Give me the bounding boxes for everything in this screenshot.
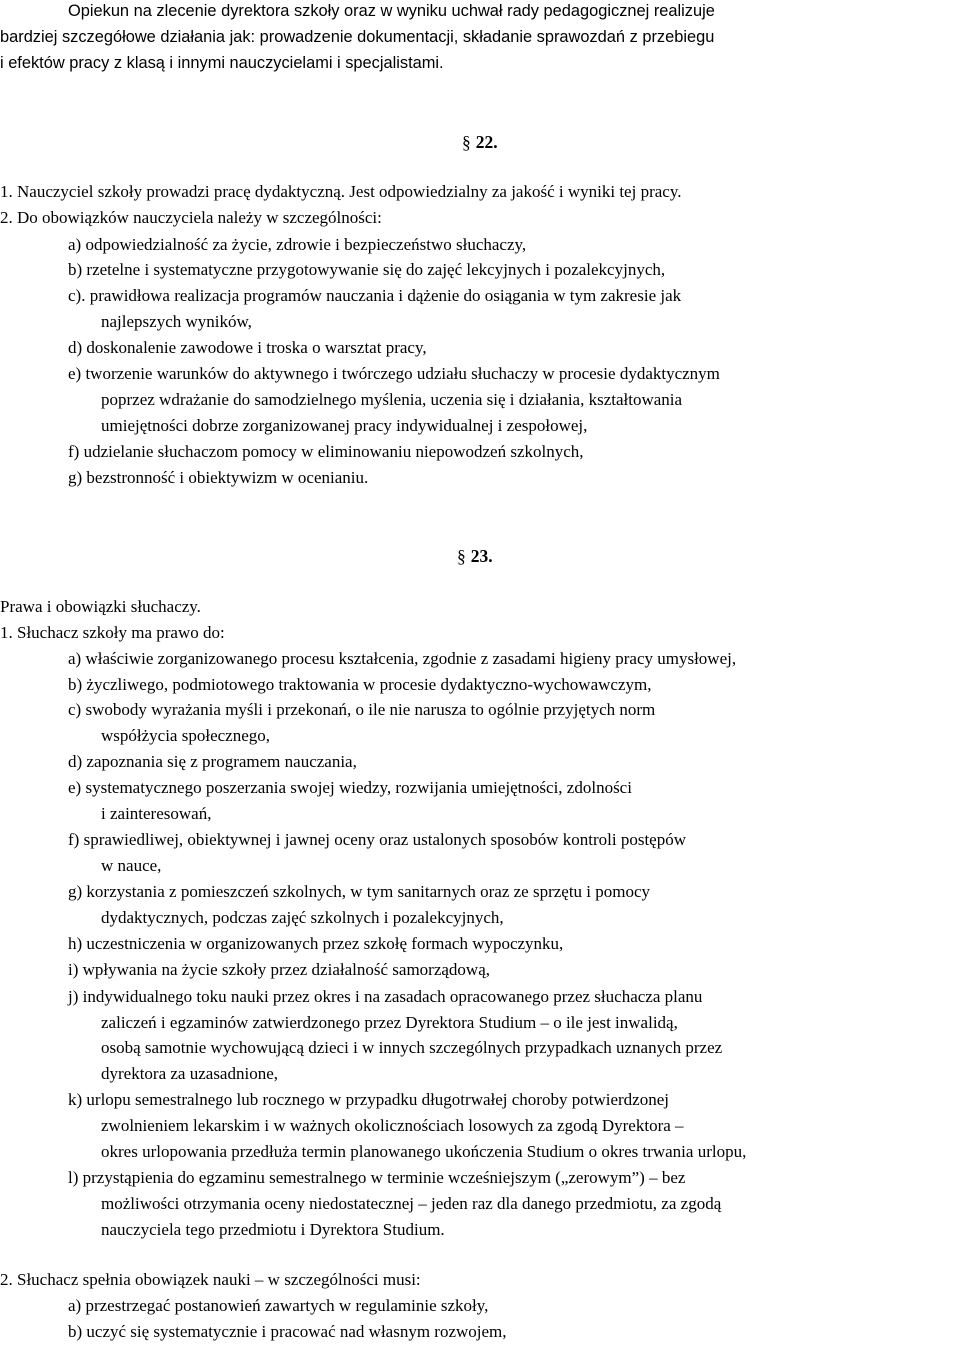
paragraph-line: 1. Nauczyciel szkoły prowadzi pracę dydaktyczną. Jest odpowiedzialny za jakość i wyniki tej pracy. <box>0 182 682 201</box>
section-number: 22. <box>475 132 498 152</box>
list-item: l) przystąpienia do egzaminu semestralnego w terminie wcześniejszym („zerowym”) – bez <box>68 1168 686 1187</box>
list-item: f) udzielanie słuchaczom pomocy w eliminowaniu niepowodzeń szkolnych, <box>68 442 584 461</box>
section-heading-23 <box>457 546 493 566</box>
list-item-continuation: nauczyciela tego przedmiotu i Dyrektora Studium. <box>101 1220 445 1239</box>
list-item-continuation: dyrektora za uzasadnione, <box>101 1064 278 1083</box>
list-item: e) systematycznego poszerzania swojej wiedzy, rozwijania umiejętności, zdolności <box>68 778 632 797</box>
intro-line: i efektów pracy z klasą i innymi nauczycielami i specjalistami. <box>0 54 444 72</box>
list-item-continuation: w nauce, <box>101 856 162 875</box>
list-item: b) uczyć się systematycznie i pracować nad własnym rozwojem, <box>68 1322 507 1341</box>
list-item-continuation: poprzez wdrażanie do samodzielnego myślenia, uczenia się i działania, kształtowania <box>101 390 683 409</box>
list-item: k) urlopu semestralnego lub rocznego w przypadku długotrwałej choroby potwierdzonej <box>68 1090 669 1109</box>
section-symbol: § <box>457 546 466 566</box>
list-item: h) uczestniczenia w organizowanych przez szkołę formach wypoczynku, <box>68 934 564 953</box>
list-item-continuation: umiejętności dobrze zorganizowanej pracy indywidualnej i zespołowej, <box>101 416 588 435</box>
list-item: j) indywidualnego toku nauki przez okres i na zasadach opracowanego przez słuchacza planu <box>68 987 703 1006</box>
list-item: a) odpowiedzialność za życie, zdrowie i bezpieczeństwo słuchaczy, <box>68 235 527 254</box>
list-item: a) przestrzegać postanowień zawartych w regulaminie szkoły, <box>68 1296 489 1315</box>
list-item-continuation: okres urlopowania przedłuża termin planowanego ukończenia Studium o okres trwania urlopu, <box>101 1142 747 1161</box>
list-item: d) doskonalenie zawodowe i troska o warsztat pracy, <box>68 338 427 357</box>
paragraph-line: 2. Słuchacz spełnia obowiązek nauki – w szczególności musi: <box>0 1270 421 1289</box>
list-item-continuation: najlepszych wyników, <box>101 312 252 331</box>
intro-line: bardziej szczegółowe działania jak: prowadzenie dokumentacji, składanie sprawozdań z przebiegu <box>0 28 715 46</box>
list-item: g) korzystania z pomieszczeń szkolnych, w tym sanitarnych oraz ze sprzętu i pomocy <box>68 882 651 901</box>
list-item: b) rzetelne i systematyczne przygotowywanie się do zajęć lekcyjnych i pozalekcyjnych, <box>68 260 666 279</box>
list-item-continuation: i zainteresowań, <box>101 804 212 823</box>
list-item: b) życzliwego, podmiotowego traktowania w procesie dydaktyczno-wychowawczym, <box>68 675 652 694</box>
list-item: e) tworzenie warunków do aktywnego i twórczego udziału słuchaczy w procesie dydaktycznym <box>68 364 720 383</box>
list-item-continuation: współżycia społecznego, <box>101 726 270 745</box>
list-item-continuation: zaliczeń i egzaminów zatwierdzonego przez Dyrektora Studium – o ile jest inwalidą, <box>101 1013 678 1032</box>
section-number: 23. <box>470 546 493 566</box>
list-item: c) swobody wyrażania myśli i przekonań, o ile nie narusza to ogólnie przyjętych norm <box>68 700 656 719</box>
paragraph-line: 2. Do obowiązków nauczyciela należy w szczególności: <box>0 208 382 227</box>
list-item: f) sprawiedliwej, obiektywnej i jawnej oceny oraz ustalonych sposobów kontroli postępów <box>68 830 687 849</box>
list-item: g) bezstronność i obiektywizm w ocenianiu. <box>68 468 369 487</box>
list-item-continuation: osobą samotnie wychowującą dzieci i w innych szczególnych przypadkach uznanych przez <box>101 1038 723 1057</box>
list-item: c). prawidłowa realizacja programów nauczania i dążenie do osiągania w tym zakresie jak <box>68 286 682 305</box>
list-item: a) właściwie zorganizowanego procesu kształcenia, zgodnie z zasadami higieny pracy umysłowej, <box>68 649 737 668</box>
list-item: d) zapoznania się z programem nauczania, <box>68 752 357 771</box>
section-symbol: § <box>462 132 471 152</box>
list-item-continuation: zwolnieniem lekarskim i w ważnych okolicznościach losowych za zgodą Dyrektora – <box>101 1116 684 1135</box>
list-item-continuation: możliwości otrzymania oceny niedostatecznej – jeden raz dla danego przedmiotu, za zgodą <box>101 1194 722 1213</box>
list-item-continuation: dydaktycznych, podczas zajęć szkolnych i pozalekcyjnych, <box>101 908 504 927</box>
list-item: i) wpływania na życie szkoły przez działalność samorządową, <box>68 960 490 979</box>
paragraph-line: Prawa i obowiązki słuchaczy. <box>0 597 201 616</box>
intro-line: Opiekun na zlecenie dyrektora szkoły oraz w wyniku uchwał rady pedagogicznej realizuje <box>68 2 715 20</box>
section-heading-22 <box>462 132 498 152</box>
paragraph-line: 1. Słuchacz szkoły ma prawo do: <box>0 623 225 642</box>
